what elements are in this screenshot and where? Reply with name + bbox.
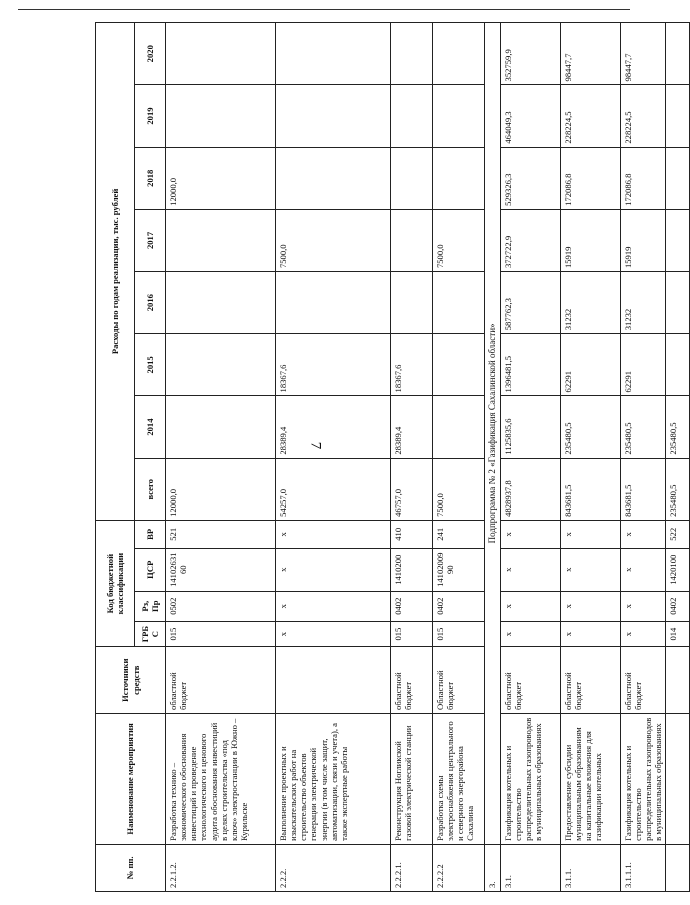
row-2019 [391, 85, 433, 147]
budget-table-sheet [95, 22, 679, 892]
row-2020: 352759,9 [500, 23, 560, 85]
row-vr: 241 [433, 520, 485, 548]
row-num: 2.2.2. [276, 844, 391, 891]
row-2019: 228224,5 [620, 85, 666, 147]
row-2020 [666, 23, 690, 85]
row-2017: 7500,0 [276, 209, 391, 271]
row-total: 54257,0 [276, 458, 391, 520]
row-2020: 98447,7 [560, 23, 620, 85]
subprogram-title: Подпрограмма № 2 «Газификация Сахалинской области» [485, 23, 501, 845]
row-2014: 235480,5 [666, 396, 690, 458]
row-num: 2.2.2.1. [391, 844, 433, 891]
row-2015: 62291 [560, 334, 620, 396]
row-csr: 14102631 60 [166, 548, 276, 591]
page-number: 7 [307, 441, 324, 450]
header-year-2019: 2019 [135, 85, 166, 147]
row-name: Реконструкция Ногликской газовой электрической станции [391, 713, 433, 844]
header-expenses: Расходы по годам реализации, тыс. рублей [96, 23, 135, 521]
row-2019 [166, 85, 276, 147]
row-rzpr: 0402 [433, 591, 485, 621]
row-num: 3.1.1. [560, 844, 620, 891]
row-csr: 14102009 90 [433, 548, 485, 591]
row-name: Выполнение проектных и изыскательских работ на строительство объектов генерации электрической энергии (в том числе защит, автоматизации, связи и учета), а также экспертные работы [276, 713, 391, 844]
row-2019: 228224,5 [560, 85, 620, 147]
row-grbs: х [620, 621, 666, 647]
table-row [620, 23, 666, 892]
row-2014: 28389,4 [276, 396, 391, 458]
row-csr: х [500, 548, 560, 591]
row-num: 2.2.2.2 [433, 844, 485, 891]
subprogram-num: 3. [485, 844, 501, 891]
row-2014: 28389,4 [391, 396, 433, 458]
row-2014: 235480,5 [620, 396, 666, 458]
row-source: областной бюджет [560, 647, 620, 714]
row-2017: 7500,0 [433, 209, 485, 271]
row-grbs: 015 [166, 621, 276, 647]
header-budget-code: Код бюджетной классификации [96, 520, 135, 647]
row-source: Областной бюджет [433, 647, 485, 714]
row-2017: 15919 [560, 209, 620, 271]
row-2018: 172086,8 [560, 147, 620, 209]
header-grbs: ГРБС [135, 621, 166, 647]
row-2017: 15919 [620, 209, 666, 271]
row-2016: 587762,3 [500, 272, 560, 334]
header-year-2017: 2017 [135, 209, 166, 271]
row-source: областной бюджет [620, 647, 666, 714]
header-total: всего [135, 458, 166, 520]
row-total: 46757,0 [391, 458, 433, 520]
row-2018 [391, 147, 433, 209]
row-grbs: 015 [391, 621, 433, 647]
row-num: 3.1. [500, 844, 560, 891]
row-name: Предоставление субсидии муниципальным образованиям на капитальные вложения для газификации котельных [560, 713, 620, 844]
row-2019 [276, 85, 391, 147]
row-rzpr: х [620, 591, 666, 621]
row-2016 [276, 272, 391, 334]
row-grbs: 015 [433, 621, 485, 647]
header-csr: ЦСР [135, 548, 166, 591]
subprogram-row [485, 23, 501, 892]
row-num: 3.1.1.1. [620, 844, 666, 891]
table-row [500, 23, 560, 892]
row-2020 [276, 23, 391, 85]
row-2014: 1125835,6 [500, 396, 560, 458]
row-2015 [433, 334, 485, 396]
row-vr: 521 [166, 520, 276, 548]
row-rzpr: 0402 [666, 591, 690, 621]
row-num [666, 844, 690, 891]
row-vr: х [560, 520, 620, 548]
row-vr: х [620, 520, 666, 548]
row-rzpr: х [560, 591, 620, 621]
row-vr: 522 [666, 520, 690, 548]
row-2020 [166, 23, 276, 85]
header-year-2015: 2015 [135, 334, 166, 396]
row-2016: 31232 [620, 272, 666, 334]
row-2015 [166, 334, 276, 396]
row-grbs: х [500, 621, 560, 647]
row-2015: 62291 [620, 334, 666, 396]
row-source [276, 647, 391, 714]
row-rzpr: 0502 [166, 591, 276, 621]
row-2015 [666, 334, 690, 396]
row-2017: 372722,9 [500, 209, 560, 271]
row-2015: 18367,6 [391, 334, 433, 396]
row-2016 [666, 272, 690, 334]
row-2018 [433, 147, 485, 209]
row-rzpr: х [276, 591, 391, 621]
row-name: Разработка схемы электроснабжения центрального и северного энергорайона Сахалина [433, 713, 485, 844]
budget-table [95, 22, 690, 892]
row-source: областной бюджет [391, 647, 433, 714]
row-2014: 235480,5 [560, 396, 620, 458]
row-name: Газификация котельных и строительство распределительных газопроводов в муниципальных образованиях [620, 713, 666, 844]
row-2018: 172086,8 [620, 147, 666, 209]
header-year-2018: 2018 [135, 147, 166, 209]
row-2016 [433, 272, 485, 334]
table-row [276, 23, 391, 892]
top-rule [18, 9, 630, 10]
row-2018: 529326,3 [500, 147, 560, 209]
row-total: 4828937,8 [500, 458, 560, 520]
row-total: 843681,5 [560, 458, 620, 520]
row-2016: 31232 [560, 272, 620, 334]
table-row [560, 23, 620, 892]
row-2019 [666, 85, 690, 147]
row-2017 [666, 209, 690, 271]
row-rzpr: х [500, 591, 560, 621]
row-csr: 1410200 [391, 548, 433, 591]
row-grbs: 014 [666, 621, 690, 647]
row-total: 12000,0 [166, 458, 276, 520]
row-total: 7500,0 [433, 458, 485, 520]
row-num: 2.2.1.2. [166, 844, 276, 891]
row-csr: 1420100 [666, 548, 690, 591]
row-vr: х [276, 520, 391, 548]
row-grbs: х [560, 621, 620, 647]
row-2014 [166, 396, 276, 458]
table-row [166, 23, 276, 892]
header-year-2014: 2014 [135, 396, 166, 458]
header-vr: ВР [135, 520, 166, 548]
row-name: Разработка технико – экономического обоснования инвестиций и проведение технологического и ценового аудита обоснования инвестиций в целях строительства «под ключ» электростанции в Южно – Курильске [166, 713, 276, 844]
row-2019: 464049,3 [500, 85, 560, 147]
row-2017 [391, 209, 433, 271]
row-2019 [433, 85, 485, 147]
row-total: 235480,5 [666, 458, 690, 520]
header-source: Источники средств [96, 647, 166, 714]
row-source: областной бюджет [500, 647, 560, 714]
row-csr: х [620, 548, 666, 591]
header-name: Наименование мероприятия [96, 713, 166, 844]
row-grbs: х [276, 621, 391, 647]
header-rzpr: Рз, Пр [135, 591, 166, 621]
header-year-2020: 2020 [135, 23, 166, 85]
row-2016 [166, 272, 276, 334]
row-name [666, 713, 690, 844]
row-2020 [391, 23, 433, 85]
row-2015: 18367,6 [276, 334, 391, 396]
row-2018 [276, 147, 391, 209]
row-csr: х [276, 548, 391, 591]
row-csr: х [560, 548, 620, 591]
table-row [433, 23, 485, 892]
header-num: № пп. [96, 844, 166, 891]
row-source [666, 647, 690, 714]
row-rzpr: 0402 [391, 591, 433, 621]
row-2014 [433, 396, 485, 458]
header-year-2016: 2016 [135, 272, 166, 334]
table-row [666, 23, 690, 892]
table-row [391, 23, 433, 892]
row-2020 [433, 23, 485, 85]
row-2017 [166, 209, 276, 271]
row-2020: 98447,7 [620, 23, 666, 85]
row-2015: 1396481,5 [500, 334, 560, 396]
row-total: 843681,5 [620, 458, 666, 520]
row-vr: 410 [391, 520, 433, 548]
row-2018: 12000,0 [166, 147, 276, 209]
row-source: областной бюджет [166, 647, 276, 714]
row-2016 [391, 272, 433, 334]
row-name: Газификация котельных и строительство распределительных газопроводов в муниципальных образованиях [500, 713, 560, 844]
row-vr: х [500, 520, 560, 548]
row-2018 [666, 147, 690, 209]
